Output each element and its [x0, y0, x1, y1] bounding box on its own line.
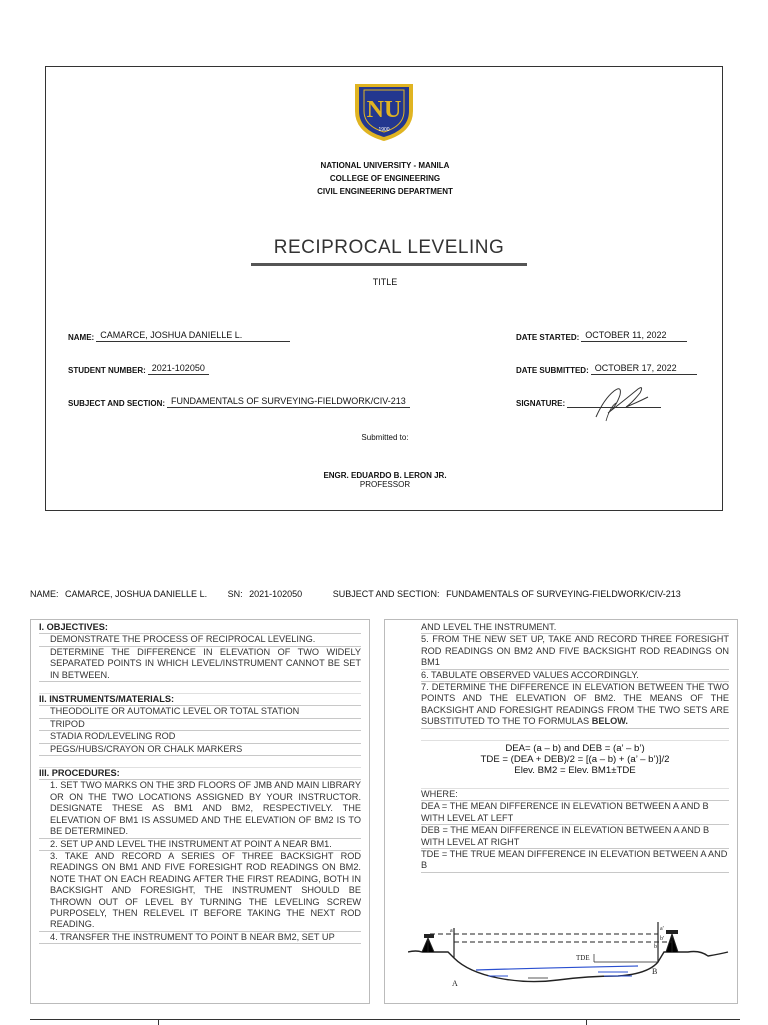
procedure-step: AND LEVEL THE INSTRUMENT.: [421, 622, 729, 634]
header-subject-value: FUNDAMENTALS OF SURVEYING-FIELDWORK/CIV-213: [446, 589, 681, 599]
spacer-line: [421, 729, 729, 741]
header-sn-value: 2021-102050: [249, 589, 303, 599]
label-tde: TDE: [576, 954, 590, 962]
subject-label: SUBJECT AND SECTION:: [68, 399, 166, 408]
objectives-heading: I. OBJECTIVES:: [39, 622, 361, 634]
table-divider: [158, 1020, 159, 1025]
table-divider: [586, 1020, 587, 1025]
signature-label: SIGNATURE:: [516, 399, 566, 408]
table-top-edge: [30, 1019, 740, 1025]
procedure-step-7-text: 7. DETERMINE THE DIFFERENCE IN ELEVATION BETWEEN THE TWO POINTS AND THE ELEVATION OF BM2. THE MEANS OF THE BACKSIGHT AND FORESIGHT READINGS FROM THE TWO SETS ARE SUBSTITUTED TO THE TO FORMULAS: [421, 682, 729, 727]
date-started-field: [516, 330, 687, 342]
label-point-b: B: [652, 967, 658, 976]
page2-header: [30, 589, 740, 599]
submitted-to-label: Submitted to:: [361, 433, 409, 442]
procedure-step: 4. TRANSFER THE INSTRUMENT TO POINT B NEAR BM2, SET UP: [39, 932, 361, 944]
definition-item: TDE = THE TRUE MEAN DIFFERENCE IN ELEVATION BETWEEN A AND B: [421, 849, 729, 873]
title-underline: [251, 263, 527, 266]
definition-item: DEA = THE MEAN DIFFERENCE IN ELEVATION BETWEEN A AND B WITH LEVEL AT LEFT: [421, 801, 729, 825]
label-a: a: [450, 928, 453, 934]
student-number-value: 2021-102050: [148, 363, 209, 375]
left-panel: [30, 619, 370, 1004]
instruments-heading: II. INSTRUMENTS/MATERIALS:: [39, 694, 361, 706]
spacer-line: [39, 756, 361, 768]
spacer-line: [39, 682, 361, 694]
date-submitted-value: OCTOBER 17, 2022: [591, 363, 697, 375]
header-subject-label: SUBJECT AND SECTION:: [332, 589, 440, 599]
date-started-label: DATE STARTED:: [516, 333, 580, 342]
professor-title: PROFESSOR: [359, 480, 411, 489]
name-label: NAME:: [68, 333, 95, 342]
student-number-label: STUDENT NUMBER:: [68, 366, 146, 375]
instrument-item: STADIA ROD/LEVELING ROD: [39, 731, 361, 743]
university-seal-logo: [349, 81, 419, 143]
procedure-step: 5. FROM THE NEW SET UP, TAKE AND RECORD THREE FORESIGHT ROD READINGS ON BM2 AND FIVE BACKSIGHT ROD READINGS ON BM1: [421, 634, 729, 669]
instrument-item: TRIPOD: [39, 719, 361, 731]
name-field: [68, 330, 290, 342]
logo-year: 1900: [378, 127, 390, 133]
below-word: BELOW.: [591, 716, 628, 727]
report-title: RECIPROCAL LEVELING: [273, 237, 505, 258]
label-point-a: A: [452, 979, 458, 988]
logo-monogram: NU: [366, 97, 402, 123]
header-sn-label: SN:: [227, 589, 243, 599]
objective-item: DETERMINE THE DIFFERENCE IN ELEVATION OF TWO WIDELY SEPARATED POINTS IN WHICH LEVEL/INSTRUMENT CANNOT BE SET IN BETWEEN.: [39, 647, 361, 682]
subject-field: [68, 396, 410, 408]
spacer-line: [421, 777, 729, 789]
label-b: b: [654, 944, 657, 950]
formula-tde: TDE = (DEA + DEB)/2 = [(a – b) + (a’ – b’)]/2: [480, 754, 670, 766]
signature-scribble: [586, 377, 658, 423]
label-b-prime: b': [660, 936, 665, 942]
date-submitted-field: [516, 363, 697, 375]
reciprocal-leveling-diagram: [408, 918, 732, 996]
title-caption: TITLE: [372, 277, 398, 287]
label-a-prime: a': [660, 926, 664, 932]
procedure-step: 3. TAKE AND RECORD A SERIES OF THREE BACKSIGHT ROD READINGS ON BM1 AND FIVE FORESIGHT ROD READINGS ON BM2. NOTE THAT ON EACH READING AFTER THE FIRST READING, BOTH IN BACKSIGHT AND FORESIGHT, THE INSTRUMENT SHOULD BE THROWN OUT OF LEVEL BY TURNING THE LEVELING SCREW PURPOSELY, THEN RELEVEL IT BEFORE TAKING THE NEXT ROD READING.: [39, 851, 361, 932]
date-started-value: OCTOBER 11, 2022: [581, 330, 687, 342]
procedure-step: 6. TABULATE OBSERVED VALUES ACCORDINGLY.: [421, 670, 729, 682]
objective-item: DEMONSTRATE THE PROCESS OF RECIPROCAL LEVELING.: [39, 634, 361, 646]
procedures-heading: III. PROCEDURES:: [39, 768, 361, 780]
formula-de: DEA= (a – b) and DEB = (a’ – b’): [505, 742, 645, 754]
header-name-value: CAMARCE, JOSHUA DANIELLE L.: [65, 589, 208, 599]
professor-name: ENGR. EDUARDO B. LERON JR.: [323, 471, 447, 480]
name-value: CAMARCE, JOSHUA DANIELLE L.: [96, 330, 290, 342]
formula-elevation: Elev. BM2 = Elev. BM1±TDE: [514, 765, 636, 777]
subject-value: FUNDAMENTALS OF SURVEYING-FIELDWORK/CIV-213: [167, 396, 410, 408]
instrument-item: THEODOLITE OR AUTOMATIC LEVEL OR TOTAL STATION: [39, 706, 361, 718]
where-label: WHERE:: [421, 789, 729, 801]
department-name: CIVIL ENGINEERING DEPARTMENT: [317, 187, 453, 196]
procedure-step: 2. SET UP AND LEVEL THE INSTRUMENT AT POINT A NEAR BM1.: [39, 839, 361, 851]
student-number-field: [68, 363, 209, 375]
college-name: COLLEGE OF ENGINEERING: [329, 174, 441, 183]
procedure-step: 1. SET TWO MARKS ON THE 3RD FLOORS OF JMB AND MAIN LIBRARY OR ON THE TWO LOCATIONS ASSIGNED BY YOUR INSTRUCTOR. DESIGNATE THESE AS BM1 AND BM2, RESPECTIVELY. THE ELEVATION OF BM1 IS ASSUMED AND THE ELEVATION OF BM2 IS TO BE DETERMINED.: [39, 780, 361, 838]
university-name: NATIONAL UNIVERSITY - MANILA: [320, 161, 450, 170]
procedure-step: [421, 682, 729, 729]
definition-item: DEB = THE MEAN DIFFERENCE IN ELEVATION BETWEEN A AND B WITH LEVEL AT RIGHT: [421, 825, 729, 849]
instrument-item: PEGS/HUBS/CRAYON OR CHALK MARKERS: [39, 744, 361, 756]
date-submitted-label: DATE SUBMITTED:: [516, 366, 589, 375]
header-name-label: NAME:: [30, 589, 59, 599]
cover-card: [45, 66, 723, 511]
